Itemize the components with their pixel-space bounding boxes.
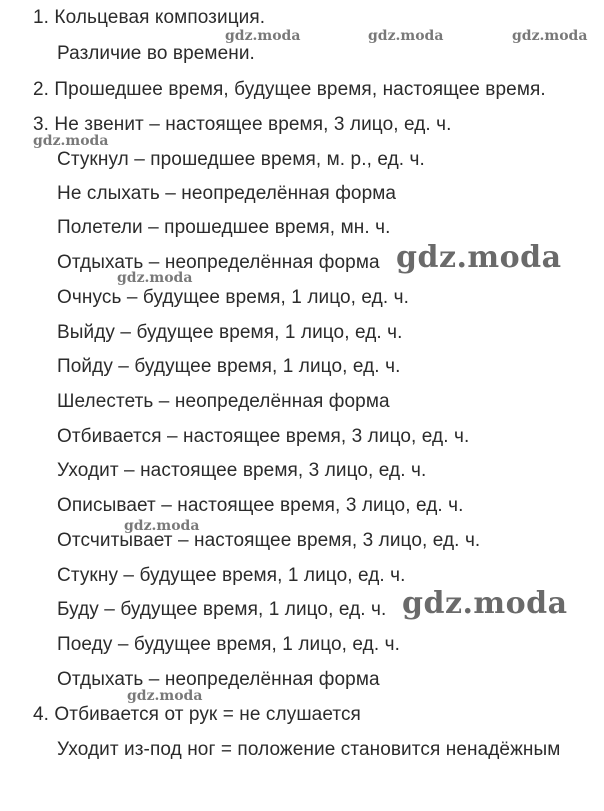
watermark: gdz.moda [402,586,568,621]
answer-line: Шелестеть – неопределённая форма [57,391,390,412]
answer-line: Различие во времени. [57,43,255,64]
watermark: gdz.moda [127,688,203,704]
answer-line: Очнусь – будущее время, 1 лицо, ед. ч. [57,287,409,308]
answer-line: Описывает – настоящее время, 3 лицо, ед. ч. [57,495,464,516]
answer-line: 2. Прошедшее время, будущее время, настоящее время. [33,79,546,100]
answer-line: Стукну – будущее время, 1 лицо, ед. ч. [57,565,406,586]
answer-line: Полетели – прошедшее время, мн. ч. [57,217,391,238]
watermark: gdz.moda [117,270,193,286]
answer-line: Не слыхать – неопределённая форма [57,183,397,204]
answer-line: 3. Не звенит – настоящее время, 3 лицо, ед. ч. [33,114,452,135]
watermark: gdz.moda [225,28,301,44]
answer-line: Пойду – будущее время, 1 лицо, ед. ч. [57,356,401,377]
answer-line: Уходит из-под ног = положение становится ненадёжным [57,739,561,760]
answer-line: Отбивается – настоящее время, 3 лицо, ед. ч. [57,426,470,447]
answer-line: 4. Отбивается от рук = не слушается [33,704,361,725]
watermark: gdz.moda [33,133,109,149]
answer-line: Отдыхать – неопределённая форма [57,669,380,690]
answer-line: Отсчитывает – настоящее время, 3 лицо, ед. ч. [57,530,481,551]
watermark: gdz.moda [124,518,200,534]
answer-line: 1. Кольцевая композиция. [33,7,266,28]
answer-line: Выйду – будущее время, 1 лицо, ед. ч. [57,322,403,343]
watermark: gdz.moda [396,240,562,275]
answer-line: Отдыхать – неопределённая форма [57,252,380,273]
answer-line: Уходит – настоящее время, 3 лицо, ед. ч. [57,460,427,481]
answer-line: Поеду – будущее время, 1 лицо, ед. ч. [57,634,400,655]
watermark: gdz.moda [368,28,444,44]
answer-line: Буду – будущее время, 1 лицо, ед. ч. [57,599,387,620]
answer-line: Стукнул – прошедшее время, м. р., ед. ч. [57,149,425,170]
watermark: gdz.moda [512,28,588,44]
